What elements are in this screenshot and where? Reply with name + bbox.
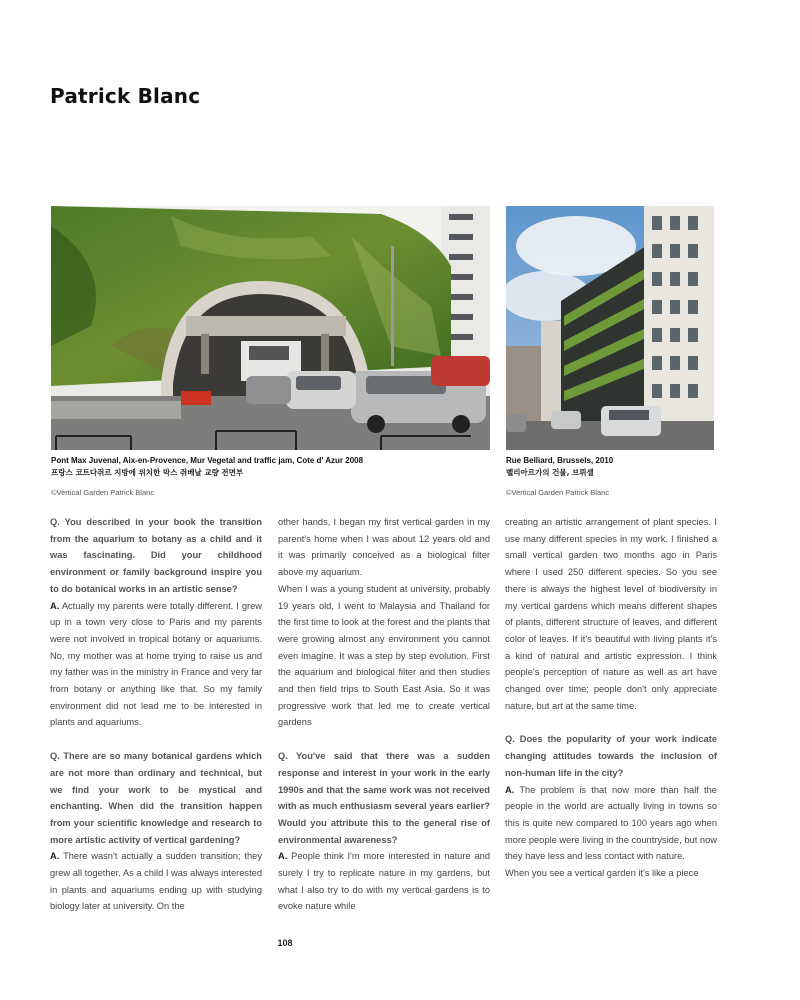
caption-title: Rue Belliard, Brussels, 2010 xyxy=(506,456,614,465)
answer-2 xyxy=(50,848,262,915)
caption-korean: 프랑스 코트다쥐르 지방에 위치한 막스 쥐베날 교량 전면부 xyxy=(51,468,244,477)
answer-label: A. xyxy=(50,851,60,862)
answer-1 xyxy=(50,598,262,732)
answer-label: A. xyxy=(278,851,288,862)
image-caption-1 xyxy=(51,455,491,499)
caption-credit: ©Vertical Garden Patrick Blanc xyxy=(51,488,155,497)
answer-2-continued: other hands, I began my first vertical garden in my parent's home when I was about 12 years old and it was primarily conceived as a biological filter above my aquarium. xyxy=(278,517,490,578)
caption-title: Pont Max Juvenal, Aix-en-Provence, Mur Vegetal and traffic jam, Cote d' Azur 2008 xyxy=(51,456,364,465)
photo-rue-belliard xyxy=(506,206,714,450)
answer-2-text: There wasn't actually a sudden transition; they grew all together. As a child I was always interested in plants and aquariums ending up with studying biology later at university. On the xyxy=(50,851,262,912)
answer-3-text: People think I'm more interested in nature and surely I try to replicate nature in my gardens, but what I also try to do with my vertical gardens is to evoke nature while xyxy=(278,851,490,912)
question-1: Q. You described in your book the transition from the aquarium to botany as a child and it was fascinating. Did your childhood environment or family background inspire you to do botanical works in an artistic sense? xyxy=(50,517,262,594)
page-title: Patrick Blanc xyxy=(50,84,201,108)
answer-label: A. xyxy=(50,600,60,611)
photo-pont-max-juvenal xyxy=(51,206,490,450)
answer-label: A. xyxy=(505,784,515,795)
answer-3-continued: creating an artistic arrangement of plant species. I use many different species in my work. I finished a small vertical garden two months ago in Paris where I used 250 different species. So you see there is always the highest level of biodiversity in my vertical gardens which means different shapes of plants, different structure of leaves, and different color of leaves. If it's beautiful with living plants it's a kind of natural and artistic expression. I think people's perception of nature as well as art have changed over time; people don't only appreciate nature, but art at the same time. xyxy=(505,517,717,711)
image-caption-2 xyxy=(506,455,716,499)
text-column-2 xyxy=(278,514,490,915)
answer-4-continued: When you see a vertical garden it's like a piece xyxy=(505,868,699,879)
answer-3 xyxy=(278,848,490,915)
text-column-3 xyxy=(505,514,717,882)
page-number: 108 xyxy=(277,938,293,948)
question-2: Q. There are so many botanical gardens which are not more than ordinary and technical, but we find your work to be mystical and enchanting. When did the transition happen from your scientific knowledge and research to more artistic activity of vertical gardening? xyxy=(50,751,262,845)
caption-credit: ©Vertical Garden Patrick Blanc xyxy=(506,488,610,497)
answer-4 xyxy=(505,782,717,866)
answer-2-paragraph: When I was a young student at university, probably 19 years old, I went to Malaysia and Thailand for the first time to look at the forest and the plants that were growing almost any environment you cannot even imagine. It was a step by step evolution. First the aquarium and biological filter and then studies and then field trips to South East Asia. So it was progressive work that led me to create vertical gardens xyxy=(278,583,490,728)
question-4: Q. Does the popularity of your work indicate changing attitudes towards the inclusion of non-human life in the city? xyxy=(505,734,717,778)
caption-korean: 벨리아르가의 건물, 브뤼셀 xyxy=(506,468,594,477)
answer-1-text: Actually my parents were totally different. I grew up in a town very close to Paris and my parents were not involved in tropical botany or aquariums. No, my mother was at home trying to raise us and my father was in the ministry in France and very far from botany or anything like that. So my family environment did not lead me to be interested in plants and aquariums. xyxy=(50,600,262,728)
question-3: Q. You've said that there was a sudden response and interest in your work in the early 1990s and that the same work was not received with as much enthusiasm several years earlier? Would you attribute this to the general rise of environmental awareness? xyxy=(278,751,490,845)
answer-4-text: The problem is that now more than half the people in the world are actually living in towns so this is quite new compared to 100 years ago when more people were living in the countryside, but now they have less and less contact with nature. xyxy=(505,784,717,862)
text-column-1 xyxy=(50,514,262,915)
